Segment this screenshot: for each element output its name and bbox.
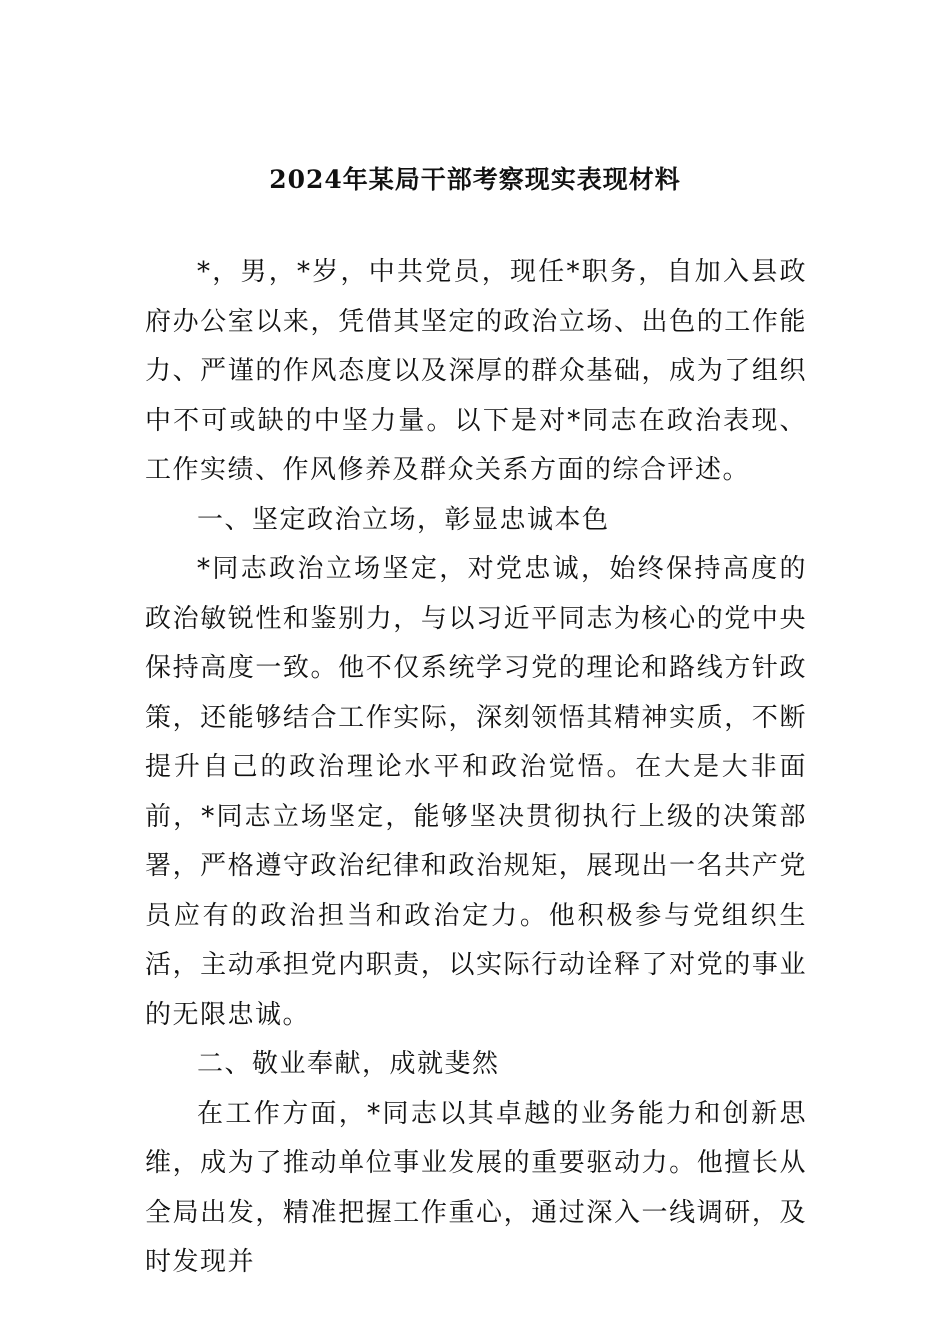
intro-paragraph: *，男，*岁，中共党员，现任*职务，自加入县政府办公室以来，凭借其坚定的政治立场、出色的工作能力、严谨的作风态度以及深厚的群众基础，成为了组织中不可或缺的中坚力量。以下是对*同志在政治表现、工作实绩、作风修养及群众关系方面的综合评述。 [145, 257, 807, 485]
document-body [145, 248, 807, 1288]
section-2-heading: 二、敬业奉献，成就斐然 [197, 1049, 500, 1079]
section-1-heading: 一、坚定政治立场，彰显忠诚本色 [197, 504, 610, 535]
document-title: 2024年某局干部考察现实表现材料 [269, 165, 681, 194]
section-2-paragraph: 在工作方面，*同志以其卓越的业务能力和创新思维，成为了推动单位事业发展的重要驱动力。他擅长从全局出发，精准把握工作重心，通过深入一线调研，及时发现并 [145, 1098, 807, 1277]
section-1-paragraph: *同志政治立场坚定，对党忠诚，始终保持高度的政治敏锐性和鉴别力，与以习近平同志为核心的党中央保持高度一致。他不仅系统学习党的理论和路线方针政策，还能够结合工作实际，深刻领悟其精神实质，不断提升自己的政治理论水平和政治觉悟。在大是大非面前，*同志立场坚定，能够坚决贯彻执行上级的决策部署，严格遵守政治纪律和政治规矩，展现出一名共产党员应有的政治担当和政治定力。他积极参与党组织生活，主动承担党内职责，以实际行动诠释了对党的事业的无限忠诚。 [145, 554, 807, 1030]
